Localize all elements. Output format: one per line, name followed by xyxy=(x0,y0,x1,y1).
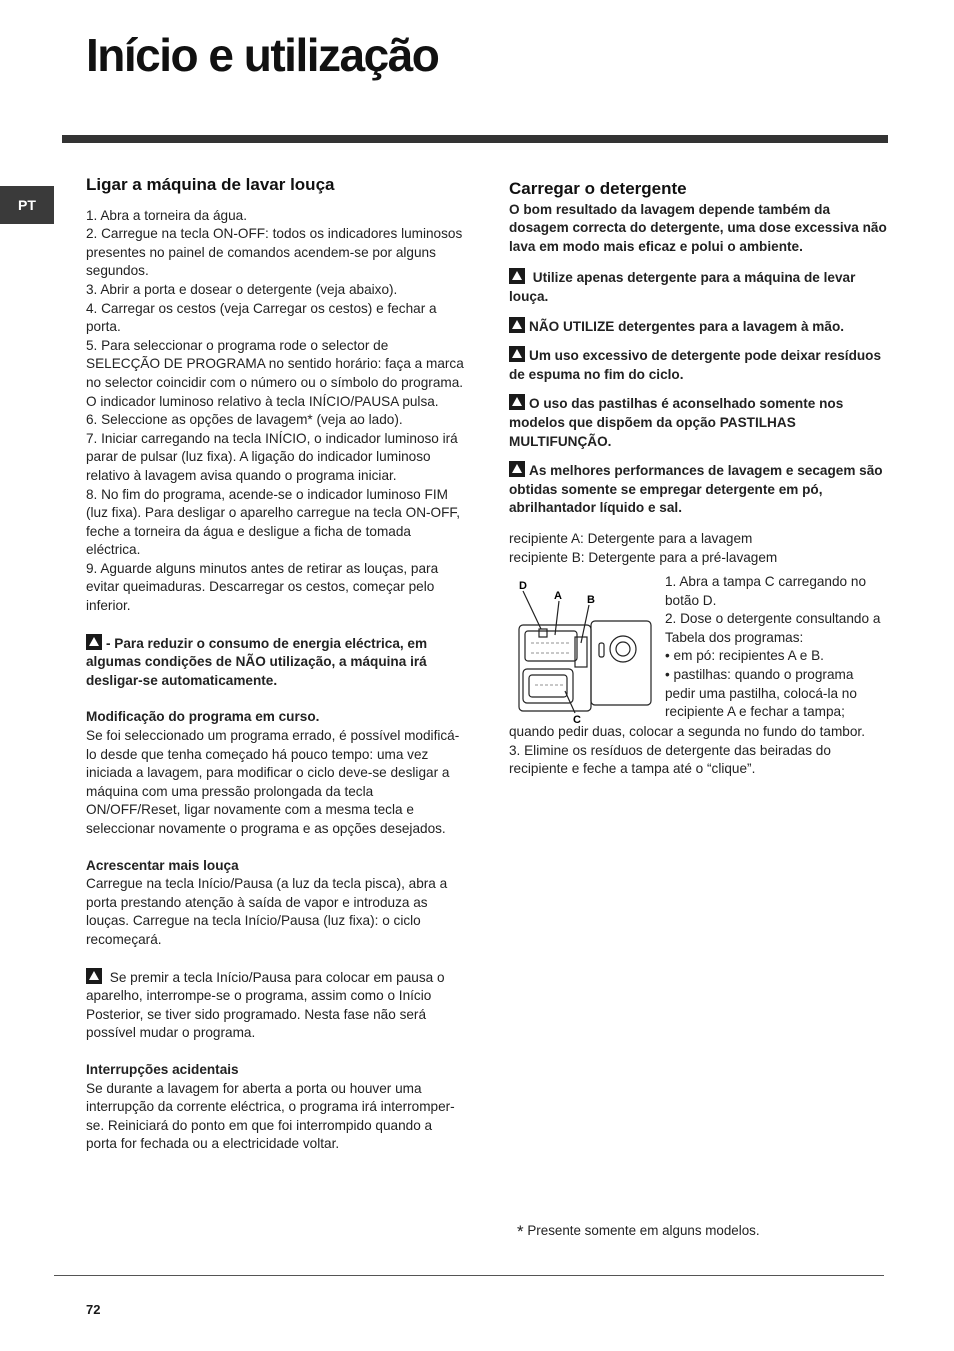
pause-note-text: Se premir a tecla Início/Pausa para colocar em pausa o aparelho, interrompe-se o programa, assim como o Início Posterior, se tiver sido programado. Nesta fase não será possível mudar o programa. xyxy=(86,969,445,1041)
rinse-aid-cap xyxy=(610,636,636,662)
instruction-tablets-continued: quando pedir duas, colocar a segunda no fundo do tambor. xyxy=(509,724,865,740)
step-9: 9. Aguarde alguns minutos antes de retirar as louças, para evitar queimaduras. Descarregar os cestos, começar pelo inferior. xyxy=(86,560,439,614)
step-6: 6. Seleccione as opções de lavagem* (veja ao lado). xyxy=(86,412,403,428)
label-d: D xyxy=(519,580,527,593)
warning-icon xyxy=(509,394,525,410)
step-2: 2. Carregue na tecla ON-OFF: todos os indicadores luminosos presentes no painel de comandos acendem-se por alguns segundos. xyxy=(86,226,463,279)
compartment-a xyxy=(525,631,577,661)
label-b: B xyxy=(587,594,595,607)
instruction-powder: • em pó: recipientes A e B. xyxy=(665,648,824,664)
language-tab: PT xyxy=(0,186,54,224)
energy-warning xyxy=(86,634,464,691)
warning-icon xyxy=(509,317,525,333)
step-7: 7. Iniciar carregando na tecla INÍCIO, o indicador luminoso irá parar de pulsar (luz fixa). A ligação do indicador luminoso relativo à lavagem avisa quando o programa iniciar. xyxy=(86,430,458,483)
page-title: Início e utilização xyxy=(86,29,439,81)
section-heading-detergent: Carregar o detergente xyxy=(509,179,687,198)
level-indicator xyxy=(599,643,604,657)
detergent-dispenser-diagram xyxy=(509,573,657,723)
modify-program-title: Modificação do programa em curso. xyxy=(86,709,320,725)
lid-inner xyxy=(529,675,567,697)
section-heading-start: Ligar a máquina de lavar louça xyxy=(86,175,335,194)
step-3: 3. Abrir a porta e dosear o detergente (veja abaixo). xyxy=(86,281,398,297)
instruction-1: 1. Abra a tampa C carregando no botão D. xyxy=(665,574,867,608)
label-c: C xyxy=(573,714,581,724)
step-5: 5. Para seleccionar o programa rode o selector de SELECÇÃO DE PROGRAMA no sentido horário: faça a marca no selector coincidir com o número ou o símbolo do programa. O indicador luminoso relativo à tecla INÍCIO/PAUSA pulsa. xyxy=(86,337,464,409)
warning-2: NÃO UTILIZE detergentes para a lavagem à mão. xyxy=(509,317,887,337)
energy-warning-text: - Para reduzir o consumo de energia eléctrica, em algumas condições de NÃO utilização, a máquina irá desligar-se automaticamente. xyxy=(86,635,428,688)
warning-icon xyxy=(509,268,525,284)
warning-3: Um uso excessivo de detergente pode deixar resíduos de espuma no fim do ciclo. xyxy=(509,348,882,382)
page-number: 72 xyxy=(86,1302,101,1317)
warning-icon xyxy=(509,346,525,362)
container-lid-c xyxy=(519,625,591,711)
footnote-mark: * xyxy=(517,1222,524,1241)
container-b-text: recipiente B: Detergente para a pré-lavagem xyxy=(509,549,778,565)
modify-program-text: Se foi seleccionado um programa errado, é possível modificá-lo desde que tenha começado há pouco tempo: uma vez iniciada a lavagem, para modificar o ciclo deve-se desligar a máquina com uma pressão prolongada da tecla ON/OFF/Reset, ligar novamente com a mesma tecla e seleccionar novamente o programa e as opções desejados. xyxy=(86,728,460,836)
detergent-intro: O bom resultado da lavagem depende também da dosagem correcta do detergente, uma dose excessiva não lava em modo mais eficaz e polui o ambiente. xyxy=(509,201,887,254)
right-column xyxy=(509,180,887,779)
step-4: 4. Carregar os cestos (veja Carregar os cestos) e fechar a porta. xyxy=(86,300,437,335)
button-d xyxy=(539,629,547,637)
warning-icon xyxy=(86,634,102,650)
warning-icon xyxy=(509,461,525,477)
warning-1: Utilize apenas detergente para a máquina de levar louça. xyxy=(509,270,856,304)
pause-note xyxy=(86,968,464,1043)
left-column xyxy=(86,176,464,1154)
container-a-text: recipiente A: Detergente para a lavagem xyxy=(509,530,753,546)
label-a: A xyxy=(554,590,562,603)
interruptions-title: Interrupções acidentais xyxy=(86,1061,239,1077)
warning-4: O uso das pastilhas é aconselhado somente nos modelos que dispõem da opção PASTILHAS MULTIFUNÇÃO. xyxy=(509,396,844,449)
footnote xyxy=(517,1222,760,1242)
instruction-2: 2. Dose o detergente consultando a Tabela dos programas: xyxy=(665,611,881,645)
warning-5: As melhores performances de lavagem e secagem são obtidas somente se empregar detergente em pó, abrilhantador líquido e sal. xyxy=(509,463,883,516)
lid-panel xyxy=(523,669,573,703)
add-dishes-text: Carregue na tecla Início/Pausa (a luz da tecla pisca), abra a porta prestando atenção à saída de vapor e introduza as louças. Carregue na tecla Início/Pausa (luz fixa): o ciclo recomeçará. xyxy=(86,876,448,947)
instruction-3: 3. Elimine os resíduos de detergente das beiradas do recipiente e feche a tampa até o “clique”. xyxy=(509,742,831,777)
instruction-tablets: • pastilhas: quando o programa pedir uma pastilha, colocá-la no recipiente A e fechar a tampa; xyxy=(665,667,857,720)
footnote-text: Presente somente em alguns modelos. xyxy=(527,1223,760,1238)
footer-rule xyxy=(54,1275,884,1276)
add-dishes-title: Acrescentar mais louça xyxy=(86,857,239,873)
rinse-aid-housing xyxy=(591,621,651,705)
interruptions-text: Se durante a lavagem for aberta a porta ou houver uma interrupção da corrente eléctrica, o programa irá interromper-se. Reiniciará do ponto em que foi interrompido quando a porta for fechada ou a electricidade voltar. xyxy=(86,1080,455,1152)
warning-icon xyxy=(86,968,102,984)
step-8: 8. No fim do programa, acende-se o indicador luminoso FIM (luz fixa). Para desligar o aparelho carregue na tecla ON-OFF, feche a torneira da água e desligue a ficha de tomada eléctrica. xyxy=(86,486,460,558)
header-rule xyxy=(62,135,888,143)
step-1: 1. Abra a torneira da água. xyxy=(86,207,247,223)
